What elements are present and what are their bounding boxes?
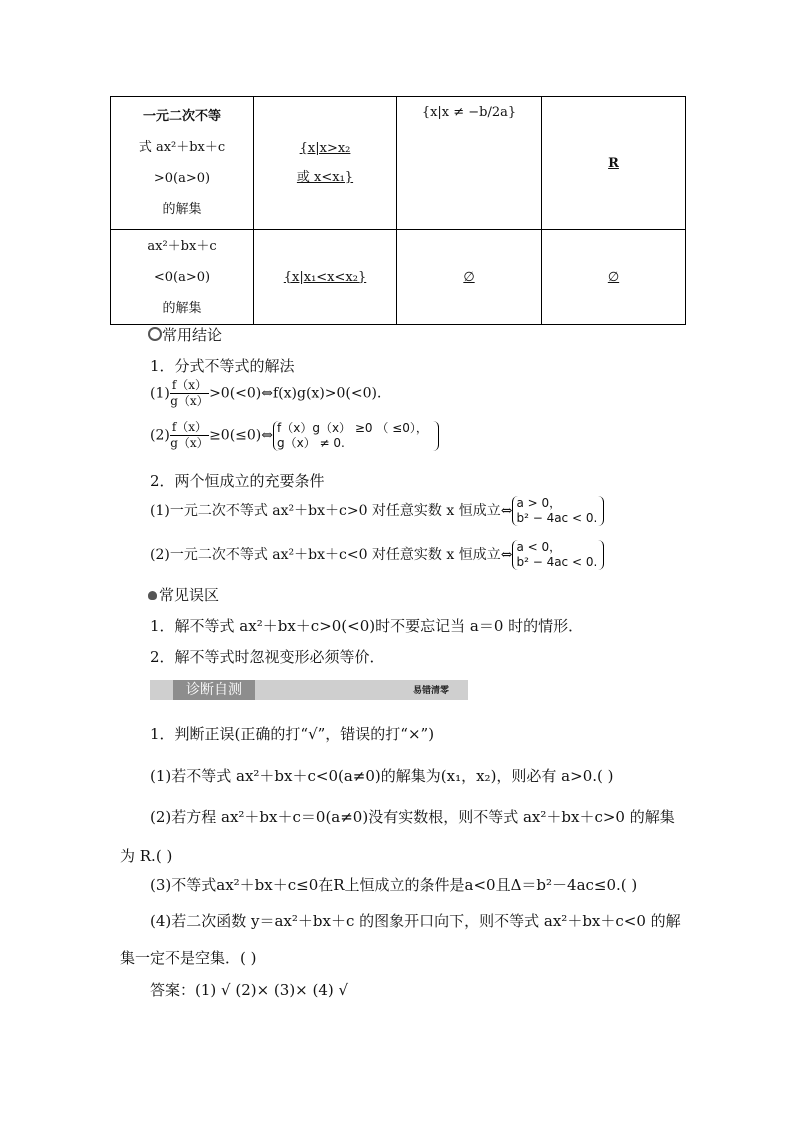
answer-line: 答案：(1) √ (2)× (3)× (4) √ [150, 981, 349, 999]
cell-delta-negative [542, 97, 686, 230]
row-label [111, 97, 254, 230]
fraction [170, 378, 209, 409]
formula-2 [150, 420, 439, 451]
quiz-part: (3)不等式ax²＋bx＋c≤0在R上恒成立的条件是a<0且Δ＝b²－4ac≤0.( ) [150, 876, 638, 894]
cell-value: {x|x ≠ −b/2a} [421, 105, 517, 120]
equation-system [512, 540, 597, 570]
cell-value: ∅ [463, 269, 475, 285]
cell-value: ∅ [607, 269, 620, 285]
fraction [170, 420, 209, 451]
target-icon [148, 327, 162, 341]
label-line: 的解集 [162, 202, 202, 217]
quiz-question: 1．判断正误(正确的打“√”，错误的打“×”) [150, 725, 435, 743]
cell-value: {x|x₁<x<x₂} [283, 269, 367, 285]
subsection-title: 1．分式不等式的解法 [150, 357, 295, 375]
system-line: b² − 4ac < 0. [516, 511, 598, 525]
system-line: g（x） ≠ 0. [277, 435, 345, 450]
formula-label: (1) [150, 385, 170, 402]
condition-text: (1)一元二次不等式 ax²＋bx＋c>0 对任意实数 x 恒成立⇔ [150, 503, 513, 519]
cell-value: R [608, 155, 619, 171]
section-title: 常见误区 [159, 586, 220, 604]
condition-1 [150, 496, 604, 526]
formula-text: ≥0(≤0)⇔ [209, 427, 273, 444]
system-brace [597, 540, 604, 570]
formula-1 [150, 378, 391, 409]
mistake-item: 2．解不等式时忽视变形必须等价． [150, 648, 385, 666]
system-line: b² − 4ac < 0. [516, 555, 598, 569]
denominator: g（x） [170, 436, 209, 450]
cell-delta-zero [397, 97, 542, 230]
quiz-part: (4)若二次函数 y＝ax²＋bx＋c 的图象开口向下，则不等式 ax²＋bx＋c<0 的解 [150, 912, 681, 930]
cell-delta-zero [397, 230, 542, 325]
formula-text: >0(<0)⇔f(x)g(x)>0(<0)． [209, 385, 391, 402]
table-row [111, 97, 686, 230]
label-line: ax²＋bx＋c [147, 238, 217, 254]
cell-line: {x|x>x₂ [299, 141, 351, 156]
label-line: 式 ax²＋bx＋c [138, 140, 226, 155]
cell-delta-positive [254, 97, 397, 230]
table-row [111, 230, 686, 325]
label-line: 一元二次不等 [142, 109, 221, 124]
label-line: <0(a>0) [153, 269, 211, 285]
system-line: f（x）g（x） ≥0 （ ≤0）， [277, 420, 428, 435]
label-line: >0(a>0) [153, 171, 211, 186]
system-line: a > 0， [516, 496, 562, 510]
section-header-common [148, 324, 222, 345]
equation-system [512, 496, 597, 526]
section-header-mistakes [148, 584, 219, 605]
banner-subtitle: 易错清零 [413, 686, 450, 696]
cell-delta-positive [254, 230, 397, 325]
system-brace [597, 496, 604, 526]
quiz-part: (2)若方程 ax²＋bx＋c＝0(a≠0)没有实数根，则不等式 ax²＋bx＋c>0 的解集 [150, 808, 675, 826]
quiz-part: (1)若不等式 ax²＋bx＋c<0(a≠0)的解集为(x₁，x₂)，则必有 a>0.( ) [150, 767, 614, 785]
solution-set-table [110, 96, 686, 325]
denominator: g（x） [170, 394, 209, 408]
label-line: 的解集 [162, 300, 202, 316]
mistake-item: 1．解不等式 ax²＋bx＋c>0(<0)时不要忘记当 a＝0 时的情形． [150, 617, 584, 635]
numerator: f（x） [171, 378, 208, 392]
lightbulb-icon [148, 591, 157, 600]
equation-system [273, 421, 428, 451]
system-line: a < 0， [516, 540, 562, 554]
banner-title: 诊断自测 [173, 680, 255, 700]
numerator: f（x） [171, 420, 208, 434]
formula-label: (2) [150, 427, 170, 444]
condition-2 [150, 540, 604, 570]
cell-delta-negative [542, 230, 686, 325]
condition-text: (2)一元二次不等式 ax²＋bx＋c<0 对任意实数 x 恒成立⇔ [150, 547, 513, 563]
row-label [111, 230, 254, 325]
quiz-part-continued: 集一定不是空集．( ) [120, 949, 257, 967]
system-brace [432, 421, 439, 451]
subsection-title: 2．两个恒成立的充要条件 [150, 472, 325, 490]
quiz-part-continued: 为 R.( ) [120, 847, 173, 865]
cell-line: 或 x<x₁} [296, 170, 354, 185]
section-title: 常用结论 [162, 326, 223, 344]
